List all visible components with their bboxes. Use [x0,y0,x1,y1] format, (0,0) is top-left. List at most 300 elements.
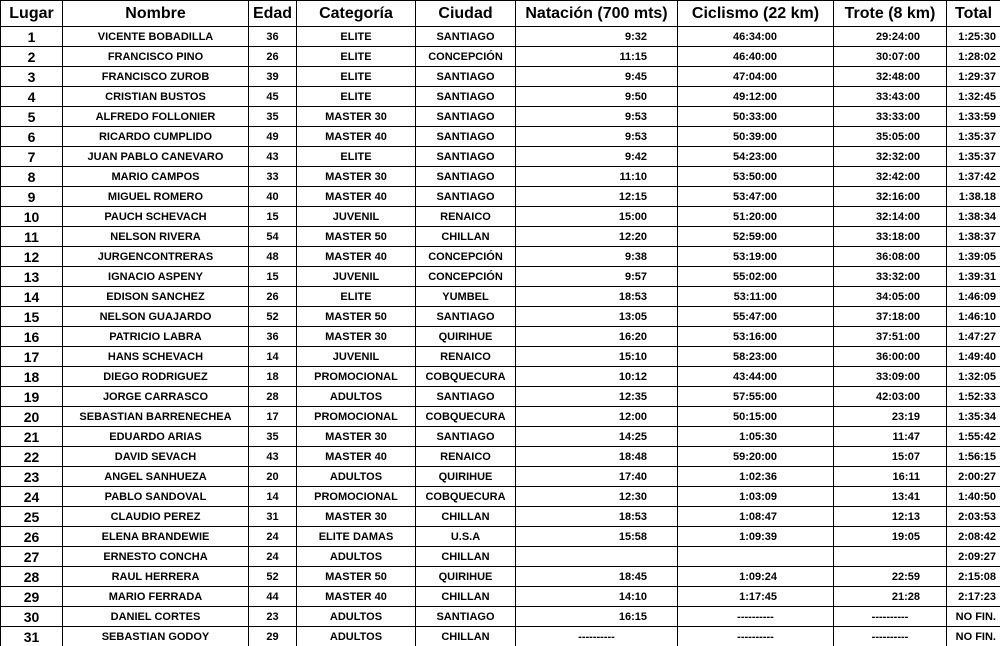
cell-lugar: 25 [1,507,63,527]
cell-nombre: RAUL HERRERA [63,567,249,587]
cell-ciudad: COBQUECURA [416,487,516,507]
cell-ciudad: SANTIAGO [416,187,516,207]
cell-edad: 43 [249,147,297,167]
cell-edad: 28 [249,387,297,407]
cell-natacion: 9:53 [516,107,678,127]
cell-categoria: MASTER 30 [297,327,416,347]
cell-lugar: 18 [1,367,63,387]
table-row [1,207,1000,227]
cell-categoria: MASTER 50 [297,567,416,587]
cell-ciclismo: 46:40:00 [678,47,834,67]
cell-trote: 36:08:00 [834,247,947,267]
cell-ciclismo: 53:16:00 [678,327,834,347]
cell-ciclismo: 55:02:00 [678,267,834,287]
table-row [1,307,1000,327]
cell-categoria: PROMOCIONAL [297,407,416,427]
cell-trote: 32:16:00 [834,187,947,207]
cell-total: 2:17:23 [947,587,1000,607]
table-row [1,487,1000,507]
cell-natacion: 11:10 [516,167,678,187]
header-trote: Trote (8 km) [834,1,947,27]
cell-ciudad: SANTIAGO [416,607,516,627]
cell-trote: ---------- [834,627,947,646]
cell-lugar: 1 [1,27,63,47]
cell-ciudad: SANTIAGO [416,167,516,187]
table-row [1,587,1000,607]
table-row [1,127,1000,147]
cell-ciclismo: 57:55:00 [678,387,834,407]
cell-categoria: PROMOCIONAL [297,367,416,387]
header-edad: Edad [249,1,297,27]
cell-nombre: PAUCH SCHEVACH [63,207,249,227]
cell-categoria: JUVENIL [297,267,416,287]
cell-ciudad: CHILLAN [416,227,516,247]
cell-categoria: ADULTOS [297,607,416,627]
cell-edad: 40 [249,187,297,207]
cell-ciudad: QUIRIHUE [416,467,516,487]
table-row [1,347,1000,367]
header-nombre: Nombre [63,1,249,27]
cell-categoria: MASTER 40 [297,127,416,147]
cell-ciclismo: 50:33:00 [678,107,834,127]
cell-natacion: 14:10 [516,587,678,607]
cell-nombre: CRISTIAN BUSTOS [63,87,249,107]
cell-total: 1:35:37 [947,147,1000,167]
cell-ciudad: COBQUECURA [416,407,516,427]
table-row [1,547,1000,567]
table-row [1,227,1000,247]
table-row [1,147,1000,167]
cell-edad: 31 [249,507,297,527]
cell-ciclismo: 58:23:00 [678,347,834,367]
table-row [1,107,1000,127]
table-row [1,467,1000,487]
cell-lugar: 21 [1,427,63,447]
table-row [1,387,1000,407]
cell-ciudad: CHILLAN [416,587,516,607]
cell-ciclismo: 53:11:00 [678,287,834,307]
cell-natacion: 18:53 [516,507,678,527]
cell-ciudad: YUMBEL [416,287,516,307]
cell-nombre: NELSON RIVERA [63,227,249,247]
cell-nombre: PABLO SANDOVAL [63,487,249,507]
cell-natacion: 16:15 [516,607,678,627]
table-row [1,187,1000,207]
cell-nombre: JORGE CARRASCO [63,387,249,407]
cell-nombre: IGNACIO ASPENY [63,267,249,287]
cell-ciclismo: 46:34:00 [678,27,834,47]
cell-nombre: NELSON GUAJARDO [63,307,249,327]
table-row [1,567,1000,587]
cell-edad: 36 [249,327,297,347]
cell-trote: 34:05:00 [834,287,947,307]
cell-edad: 17 [249,407,297,427]
cell-ciudad: SANTIAGO [416,107,516,127]
cell-total: 1:29:37 [947,67,1000,87]
cell-edad: 35 [249,427,297,447]
cell-natacion: 9:57 [516,267,678,287]
cell-ciudad: QUIRIHUE [416,567,516,587]
cell-edad: 43 [249,447,297,467]
cell-natacion: 9:38 [516,247,678,267]
cell-ciudad: U.S.A [416,527,516,547]
table-row [1,267,1000,287]
cell-categoria: ADULTOS [297,387,416,407]
cell-ciclismo: 50:15:00 [678,407,834,427]
cell-total: 1:49:40 [947,347,1000,367]
cell-natacion: 15:00 [516,207,678,227]
cell-ciclismo: 1:08:47 [678,507,834,527]
cell-natacion: 9:53 [516,127,678,147]
cell-total: 2:09:27 [947,547,1000,567]
cell-lugar: 6 [1,127,63,147]
cell-edad: 26 [249,287,297,307]
cell-edad: 48 [249,247,297,267]
cell-nombre: JURGENCONTRERAS [63,247,249,267]
cell-ciclismo: 50:39:00 [678,127,834,147]
cell-edad: 23 [249,607,297,627]
cell-edad: 52 [249,307,297,327]
cell-ciclismo: 1:02:36 [678,467,834,487]
cell-total: NO FIN. [947,627,1000,646]
header-natacion: Natación (700 mts) [516,1,678,27]
cell-lugar: 23 [1,467,63,487]
cell-total: 2:15:08 [947,567,1000,587]
cell-lugar: 29 [1,587,63,607]
cell-ciclismo: 53:19:00 [678,247,834,267]
cell-nombre: MARIO FERRADA [63,587,249,607]
cell-total: 1:55:42 [947,427,1000,447]
cell-ciudad: COBQUECURA [416,367,516,387]
cell-ciclismo: 49:12:00 [678,87,834,107]
cell-categoria: ELITE [297,87,416,107]
cell-lugar: 28 [1,567,63,587]
table-row [1,507,1000,527]
cell-natacion: ---------- [516,627,678,646]
cell-trote: 22:59 [834,567,947,587]
cell-total: 1:35:37 [947,127,1000,147]
cell-categoria: ELITE [297,27,416,47]
cell-ciudad: SANTIAGO [416,87,516,107]
cell-lugar: 4 [1,87,63,107]
cell-natacion: 12:30 [516,487,678,507]
cell-edad: 14 [249,487,297,507]
table-row [1,327,1000,347]
cell-total: 1:46:10 [947,307,1000,327]
cell-ciclismo: 43:44:00 [678,367,834,387]
cell-natacion: 9:50 [516,87,678,107]
cell-total: 1:38.18 [947,187,1000,207]
cell-edad: 39 [249,67,297,87]
cell-trote: 16:11 [834,467,947,487]
cell-lugar: 14 [1,287,63,307]
cell-natacion: 18:53 [516,287,678,307]
cell-categoria: PROMOCIONAL [297,487,416,507]
cell-categoria: MASTER 30 [297,107,416,127]
header-ciudad: Ciudad [416,1,516,27]
cell-trote: 13:41 [834,487,947,507]
cell-trote: 35:05:00 [834,127,947,147]
cell-natacion: 16:20 [516,327,678,347]
cell-ciclismo: ---------- [678,627,834,646]
cell-ciclismo: 53:47:00 [678,187,834,207]
cell-categoria: ADULTOS [297,467,416,487]
cell-natacion: 12:00 [516,407,678,427]
cell-lugar: 11 [1,227,63,247]
table-row [1,427,1000,447]
cell-natacion: 12:15 [516,187,678,207]
header-lugar: Lugar [1,1,63,27]
header-categoria: Categoría [297,1,416,27]
cell-edad: 24 [249,527,297,547]
cell-trote: 12:13 [834,507,947,527]
cell-lugar: 17 [1,347,63,367]
cell-trote: 30:07:00 [834,47,947,67]
header-ciclismo: Ciclismo (22 km) [678,1,834,27]
cell-lugar: 16 [1,327,63,347]
cell-categoria: MASTER 30 [297,167,416,187]
cell-ciclismo: 52:59:00 [678,227,834,247]
cell-natacion: 15:10 [516,347,678,367]
cell-categoria: MASTER 50 [297,307,416,327]
cell-ciclismo: 53:50:00 [678,167,834,187]
cell-ciclismo: 1:09:24 [678,567,834,587]
cell-categoria: MASTER 40 [297,587,416,607]
cell-total: 1:47:27 [947,327,1000,347]
cell-lugar: 20 [1,407,63,427]
cell-natacion: 13:05 [516,307,678,327]
cell-trote: 33:32:00 [834,267,947,287]
cell-natacion: 9:45 [516,67,678,87]
cell-lugar: 12 [1,247,63,267]
cell-edad: 45 [249,87,297,107]
cell-total: 1:46:09 [947,287,1000,307]
cell-categoria: MASTER 50 [297,227,416,247]
cell-categoria: ELITE [297,287,416,307]
cell-nombre: HANS SCHEVACH [63,347,249,367]
cell-ciudad: CHILLAN [416,507,516,527]
cell-nombre: SEBASTIAN BARRENECHEA [63,407,249,427]
cell-edad: 20 [249,467,297,487]
cell-lugar: 30 [1,607,63,627]
cell-total: 1:39:05 [947,247,1000,267]
table-row [1,67,1000,87]
cell-categoria: MASTER 30 [297,427,416,447]
cell-edad: 26 [249,47,297,67]
table-row [1,527,1000,547]
cell-ciudad: RENAICO [416,207,516,227]
cell-edad: 54 [249,227,297,247]
cell-ciudad: SANTIAGO [416,127,516,147]
cell-trote: 23:19 [834,407,947,427]
cell-nombre: ELENA BRANDEWIE [63,527,249,547]
cell-lugar: 10 [1,207,63,227]
cell-edad: 52 [249,567,297,587]
cell-ciclismo: 1:05:30 [678,427,834,447]
cell-ciclismo: 1:17:45 [678,587,834,607]
cell-nombre: ERNESTO CONCHA [63,547,249,567]
cell-total: NO FIN. [947,607,1000,627]
cell-edad: 18 [249,367,297,387]
cell-total: 1:38:34 [947,207,1000,227]
cell-nombre: ANGEL SANHUEZA [63,467,249,487]
cell-total: 1:35:34 [947,407,1000,427]
header-row [1,1,1000,27]
table-row [1,367,1000,387]
cell-lugar: 24 [1,487,63,507]
cell-ciclismo: 59:20:00 [678,447,834,467]
table-row [1,47,1000,67]
cell-nombre: FRANCISCO ZUROB [63,67,249,87]
cell-trote: 33:18:00 [834,227,947,247]
cell-natacion: 10:12 [516,367,678,387]
cell-total: 1:25:30 [947,27,1000,47]
cell-trote: 42:03:00 [834,387,947,407]
cell-natacion: 9:42 [516,147,678,167]
cell-categoria: ELITE [297,47,416,67]
cell-total: 2:00:27 [947,467,1000,487]
cell-lugar: 31 [1,627,63,646]
cell-total: 1:52:33 [947,387,1000,407]
cell-natacion: 12:20 [516,227,678,247]
cell-natacion: 14:25 [516,427,678,447]
table-row [1,87,1000,107]
cell-categoria: MASTER 40 [297,187,416,207]
cell-categoria: MASTER 40 [297,447,416,467]
cell-trote: 33:43:00 [834,87,947,107]
cell-ciudad: SANTIAGO [416,27,516,47]
cell-natacion: 15:58 [516,527,678,547]
cell-edad: 29 [249,627,297,646]
cell-edad: 14 [249,347,297,367]
cell-lugar: 2 [1,47,63,67]
cell-trote: ---------- [834,607,947,627]
cell-trote: 33:33:00 [834,107,947,127]
table-row [1,447,1000,467]
cell-nombre: SEBASTIAN GODOY [63,627,249,646]
cell-trote: 32:14:00 [834,207,947,227]
cell-trote: 19:05 [834,527,947,547]
cell-lugar: 26 [1,527,63,547]
cell-total: 1:38:37 [947,227,1000,247]
cell-total: 1:28:02 [947,47,1000,67]
cell-categoria: ELITE [297,147,416,167]
cell-nombre: FRANCISCO PINO [63,47,249,67]
cell-edad: 15 [249,267,297,287]
cell-nombre: MIGUEL ROMERO [63,187,249,207]
cell-ciudad: CONCEPCIÓN [416,247,516,267]
cell-trote: 32:42:00 [834,167,947,187]
table-row [1,607,1000,627]
cell-total: 1:33:59 [947,107,1000,127]
cell-ciudad: CHILLAN [416,547,516,567]
cell-ciudad: SANTIAGO [416,427,516,447]
cell-ciudad: QUIRIHUE [416,327,516,347]
cell-trote: 37:51:00 [834,327,947,347]
cell-lugar: 13 [1,267,63,287]
cell-categoria: ELITE DAMAS [297,527,416,547]
cell-nombre: JUAN PABLO CANEVARO [63,147,249,167]
cell-ciudad: CHILLAN [416,627,516,646]
cell-ciudad: CONCEPCIÓN [416,267,516,287]
cell-categoria: ELITE [297,67,416,87]
cell-nombre: ALFREDO FOLLONIER [63,107,249,127]
cell-ciclismo: ---------- [678,607,834,627]
cell-trote: 32:32:00 [834,147,947,167]
table-row [1,27,1000,47]
table-row [1,287,1000,307]
cell-lugar: 3 [1,67,63,87]
cell-categoria: JUVENIL [297,207,416,227]
cell-edad: 44 [249,587,297,607]
cell-trote [834,547,947,567]
cell-trote: 11:47 [834,427,947,447]
cell-natacion: 9:32 [516,27,678,47]
cell-total: 1:37:42 [947,167,1000,187]
cell-nombre: MARIO CAMPOS [63,167,249,187]
cell-trote: 33:09:00 [834,367,947,387]
cell-trote: 29:24:00 [834,27,947,47]
cell-edad: 15 [249,207,297,227]
cell-ciclismo [678,547,834,567]
cell-ciudad: RENAICO [416,447,516,467]
cell-nombre: DANIEL CORTES [63,607,249,627]
cell-total: 1:39:31 [947,267,1000,287]
cell-ciclismo: 51:20:00 [678,207,834,227]
cell-natacion: 18:45 [516,567,678,587]
cell-lugar: 5 [1,107,63,127]
cell-natacion [516,547,678,567]
cell-total: 2:03:53 [947,507,1000,527]
cell-ciudad: SANTIAGO [416,387,516,407]
cell-categoria: JUVENIL [297,347,416,367]
cell-total: 2:08:42 [947,527,1000,547]
table-row [1,407,1000,427]
cell-ciclismo: 54:23:00 [678,147,834,167]
cell-natacion: 17:40 [516,467,678,487]
cell-edad: 36 [249,27,297,47]
cell-ciclismo: 47:04:00 [678,67,834,87]
cell-edad: 33 [249,167,297,187]
cell-trote: 15:07 [834,447,947,467]
cell-lugar: 27 [1,547,63,567]
cell-ciudad: SANTIAGO [416,67,516,87]
cell-total: 1:40:50 [947,487,1000,507]
cell-natacion: 12:35 [516,387,678,407]
cell-edad: 24 [249,547,297,567]
cell-ciclismo: 1:09:39 [678,527,834,547]
cell-lugar: 7 [1,147,63,167]
cell-trote: 21:28 [834,587,947,607]
cell-nombre: CLAUDIO PEREZ [63,507,249,527]
cell-ciudad: SANTIAGO [416,307,516,327]
cell-ciclismo: 55:47:00 [678,307,834,327]
cell-nombre: EDUARDO ARIAS [63,427,249,447]
cell-lugar: 15 [1,307,63,327]
cell-nombre: PATRICIO LABRA [63,327,249,347]
cell-categoria: MASTER 30 [297,507,416,527]
cell-total: 1:32:45 [947,87,1000,107]
cell-natacion: 11:15 [516,47,678,67]
table-row [1,627,1000,646]
cell-ciclismo: 1:03:09 [678,487,834,507]
cell-trote: 32:48:00 [834,67,947,87]
cell-categoria: ADULTOS [297,627,416,646]
header-total: Total [947,1,1000,27]
cell-ciudad: SANTIAGO [416,147,516,167]
cell-nombre: DAVID SEVACH [63,447,249,467]
cell-edad: 35 [249,107,297,127]
